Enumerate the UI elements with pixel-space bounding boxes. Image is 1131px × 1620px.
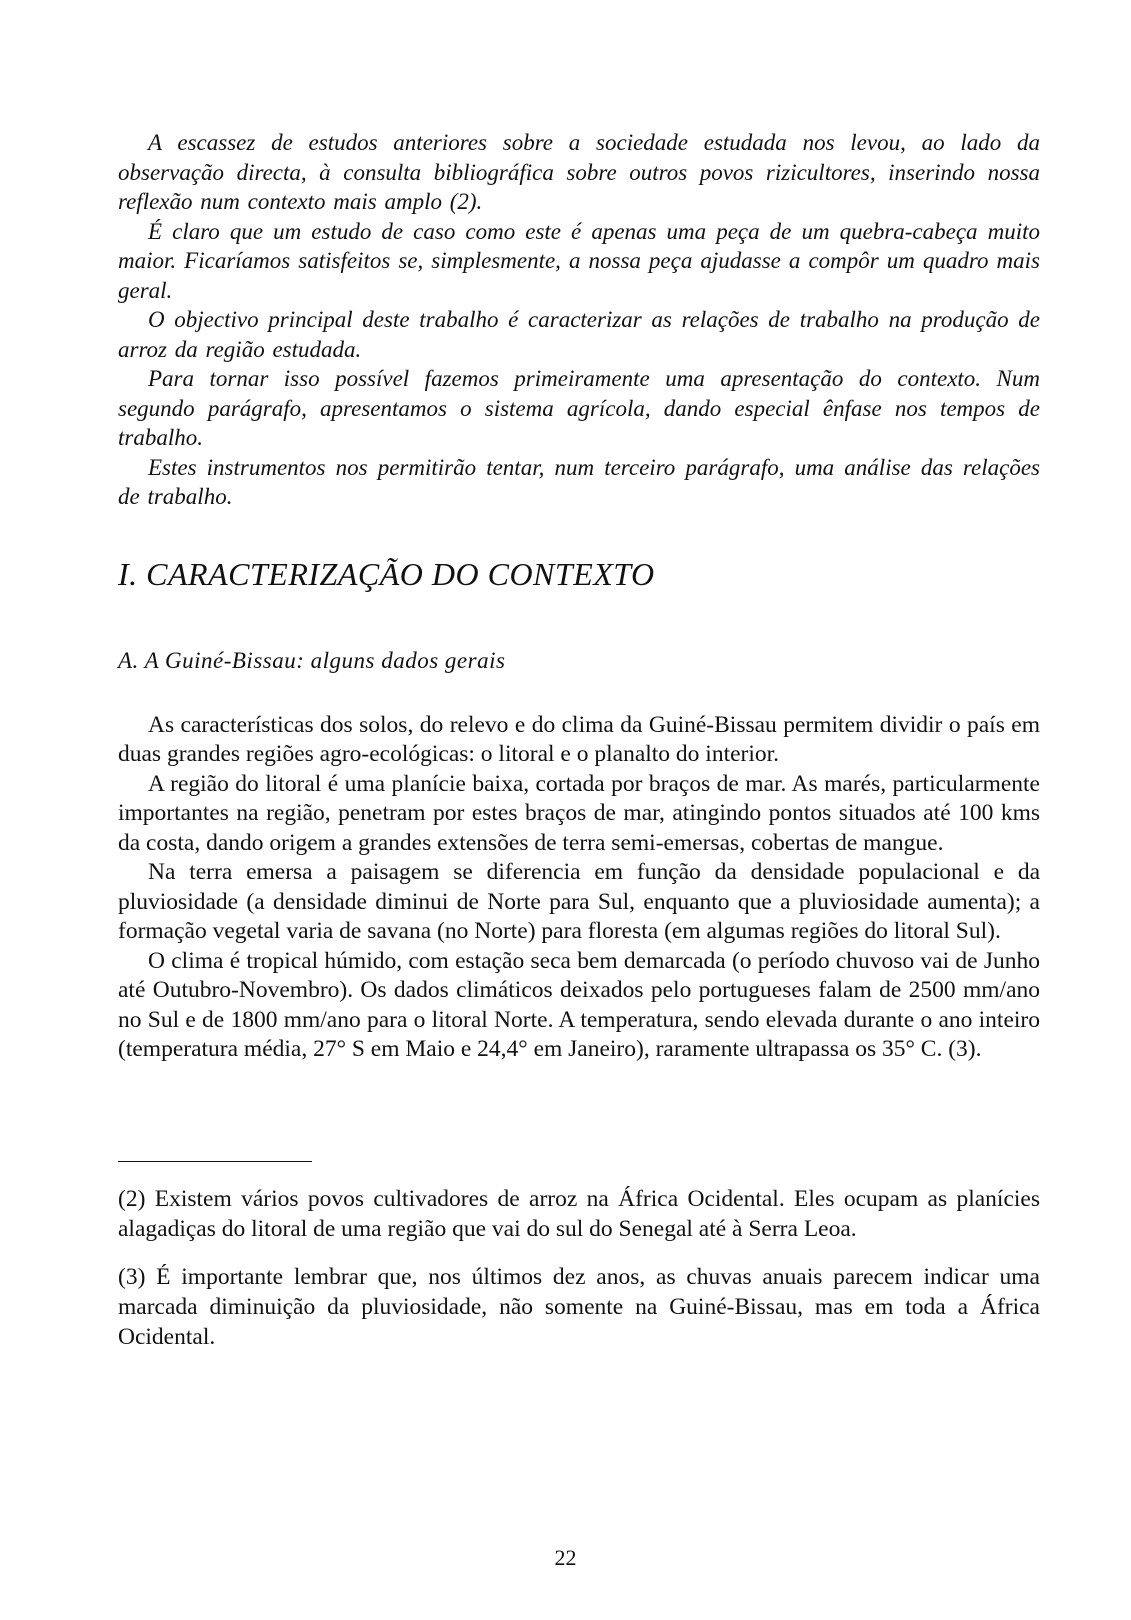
page-number: 22 bbox=[554, 1545, 577, 1570]
body-paragraph: As características dos solos, do relevo e do clima da Guiné-Bissau permitem dividir o país em duas grandes regiões agro-ecológicas: o litoral e o planalto do interior. bbox=[118, 711, 1040, 767]
footnote: (2) Existem vários povos cultivadores de arroz na África Ocidental. Eles ocupam as planícies alagadiças do litoral de uma região que vai do sul do Senegal até à Serra Leoa. bbox=[118, 1185, 1040, 1242]
footnote: (3) É importante lembrar que, nos últimos dez anos, as chuvas anuais parecem indicar uma marcada diminuição da pluviosidade, não somente na Guiné-Bissau, mas em toda a África Ocidental. bbox=[118, 1263, 1040, 1350]
intro-paragraph: Para tornar isso possível fazemos primeiramente uma apresentação do contexto. Num segundo parágrafo, apresentamos o sistema agrícola, dando especial ênfase nos tempos de trabalho. bbox=[118, 366, 1040, 450]
footnotes bbox=[118, 1184, 1040, 1352]
page-content bbox=[118, 128, 1040, 1370]
intro-paragraph: É claro que um estudo de caso como este é apenas uma peça de um quebra-cabeça muito maior. Ficaríamos satisfeitos se, simplesmente, a nossa peça ajudasse a compôr um quadro mais geral. bbox=[118, 218, 1040, 303]
section-title: I. CARACTERIZAÇÃO DO CONTEXTO bbox=[118, 555, 655, 592]
body-paragraph: O clima é tropical húmido, com estação seca bem demarcada (o período chuvoso vai de Junho até Outubro-Novembro). Os dados climáticos deixados pelo portugueses falam de 2500 mm/ano no Sul e de 1800 mm/ano para o litoral Norte. A temperatura, sendo elevada durante o ano inteiro (temperatura média, 27° S em Maio e 24,4° em Janeiro), raramente ultrapassa os 35° C. (3). bbox=[118, 947, 1040, 1062]
body-paragraph: Na terra emersa a paisagem se diferencia em função da densidade populacional e da pluviosidade (a densidade diminui de Norte para Sul, enquanto que a pluviosidade aumenta); a formação vegetal varia de savana (no Norte) para floresta (em algumas regiões do litoral Sul). bbox=[118, 859, 1040, 944]
intro-section bbox=[118, 128, 1040, 512]
intro-paragraph: O objectivo principal deste trabalho é caracterizar as relações de trabalho na produção de arroz da região estudada. bbox=[118, 307, 1040, 362]
subsection-title: A. A Guiné-Bissau: alguns dados gerais bbox=[118, 647, 506, 673]
intro-paragraph: A escassez de estudos anteriores sobre a sociedade estudada nos levou, ao lado da observação directa, à consulta bibliográfica sobre outros povos rizicultores, inserindo nossa reflexão num contexto mais amplo (2). bbox=[118, 130, 1040, 214]
body-paragraph: A região do litoral é uma planície baixa, cortada por braços de mar. As marés, particularmente importantes na região, penetram por estes braços de mar, atingindo pontos situados até 100 kms da costa, dando origem a grandes extensões de terra semi-emersas, cobertas de mangue. bbox=[118, 770, 1040, 856]
footnote-divider bbox=[118, 1161, 312, 1162]
intro-paragraph: Estes instrumentos nos permitirão tentar, num terceiro parágrafo, uma análise das relações de trabalho. bbox=[118, 454, 1040, 509]
body-section bbox=[118, 711, 1040, 1065]
